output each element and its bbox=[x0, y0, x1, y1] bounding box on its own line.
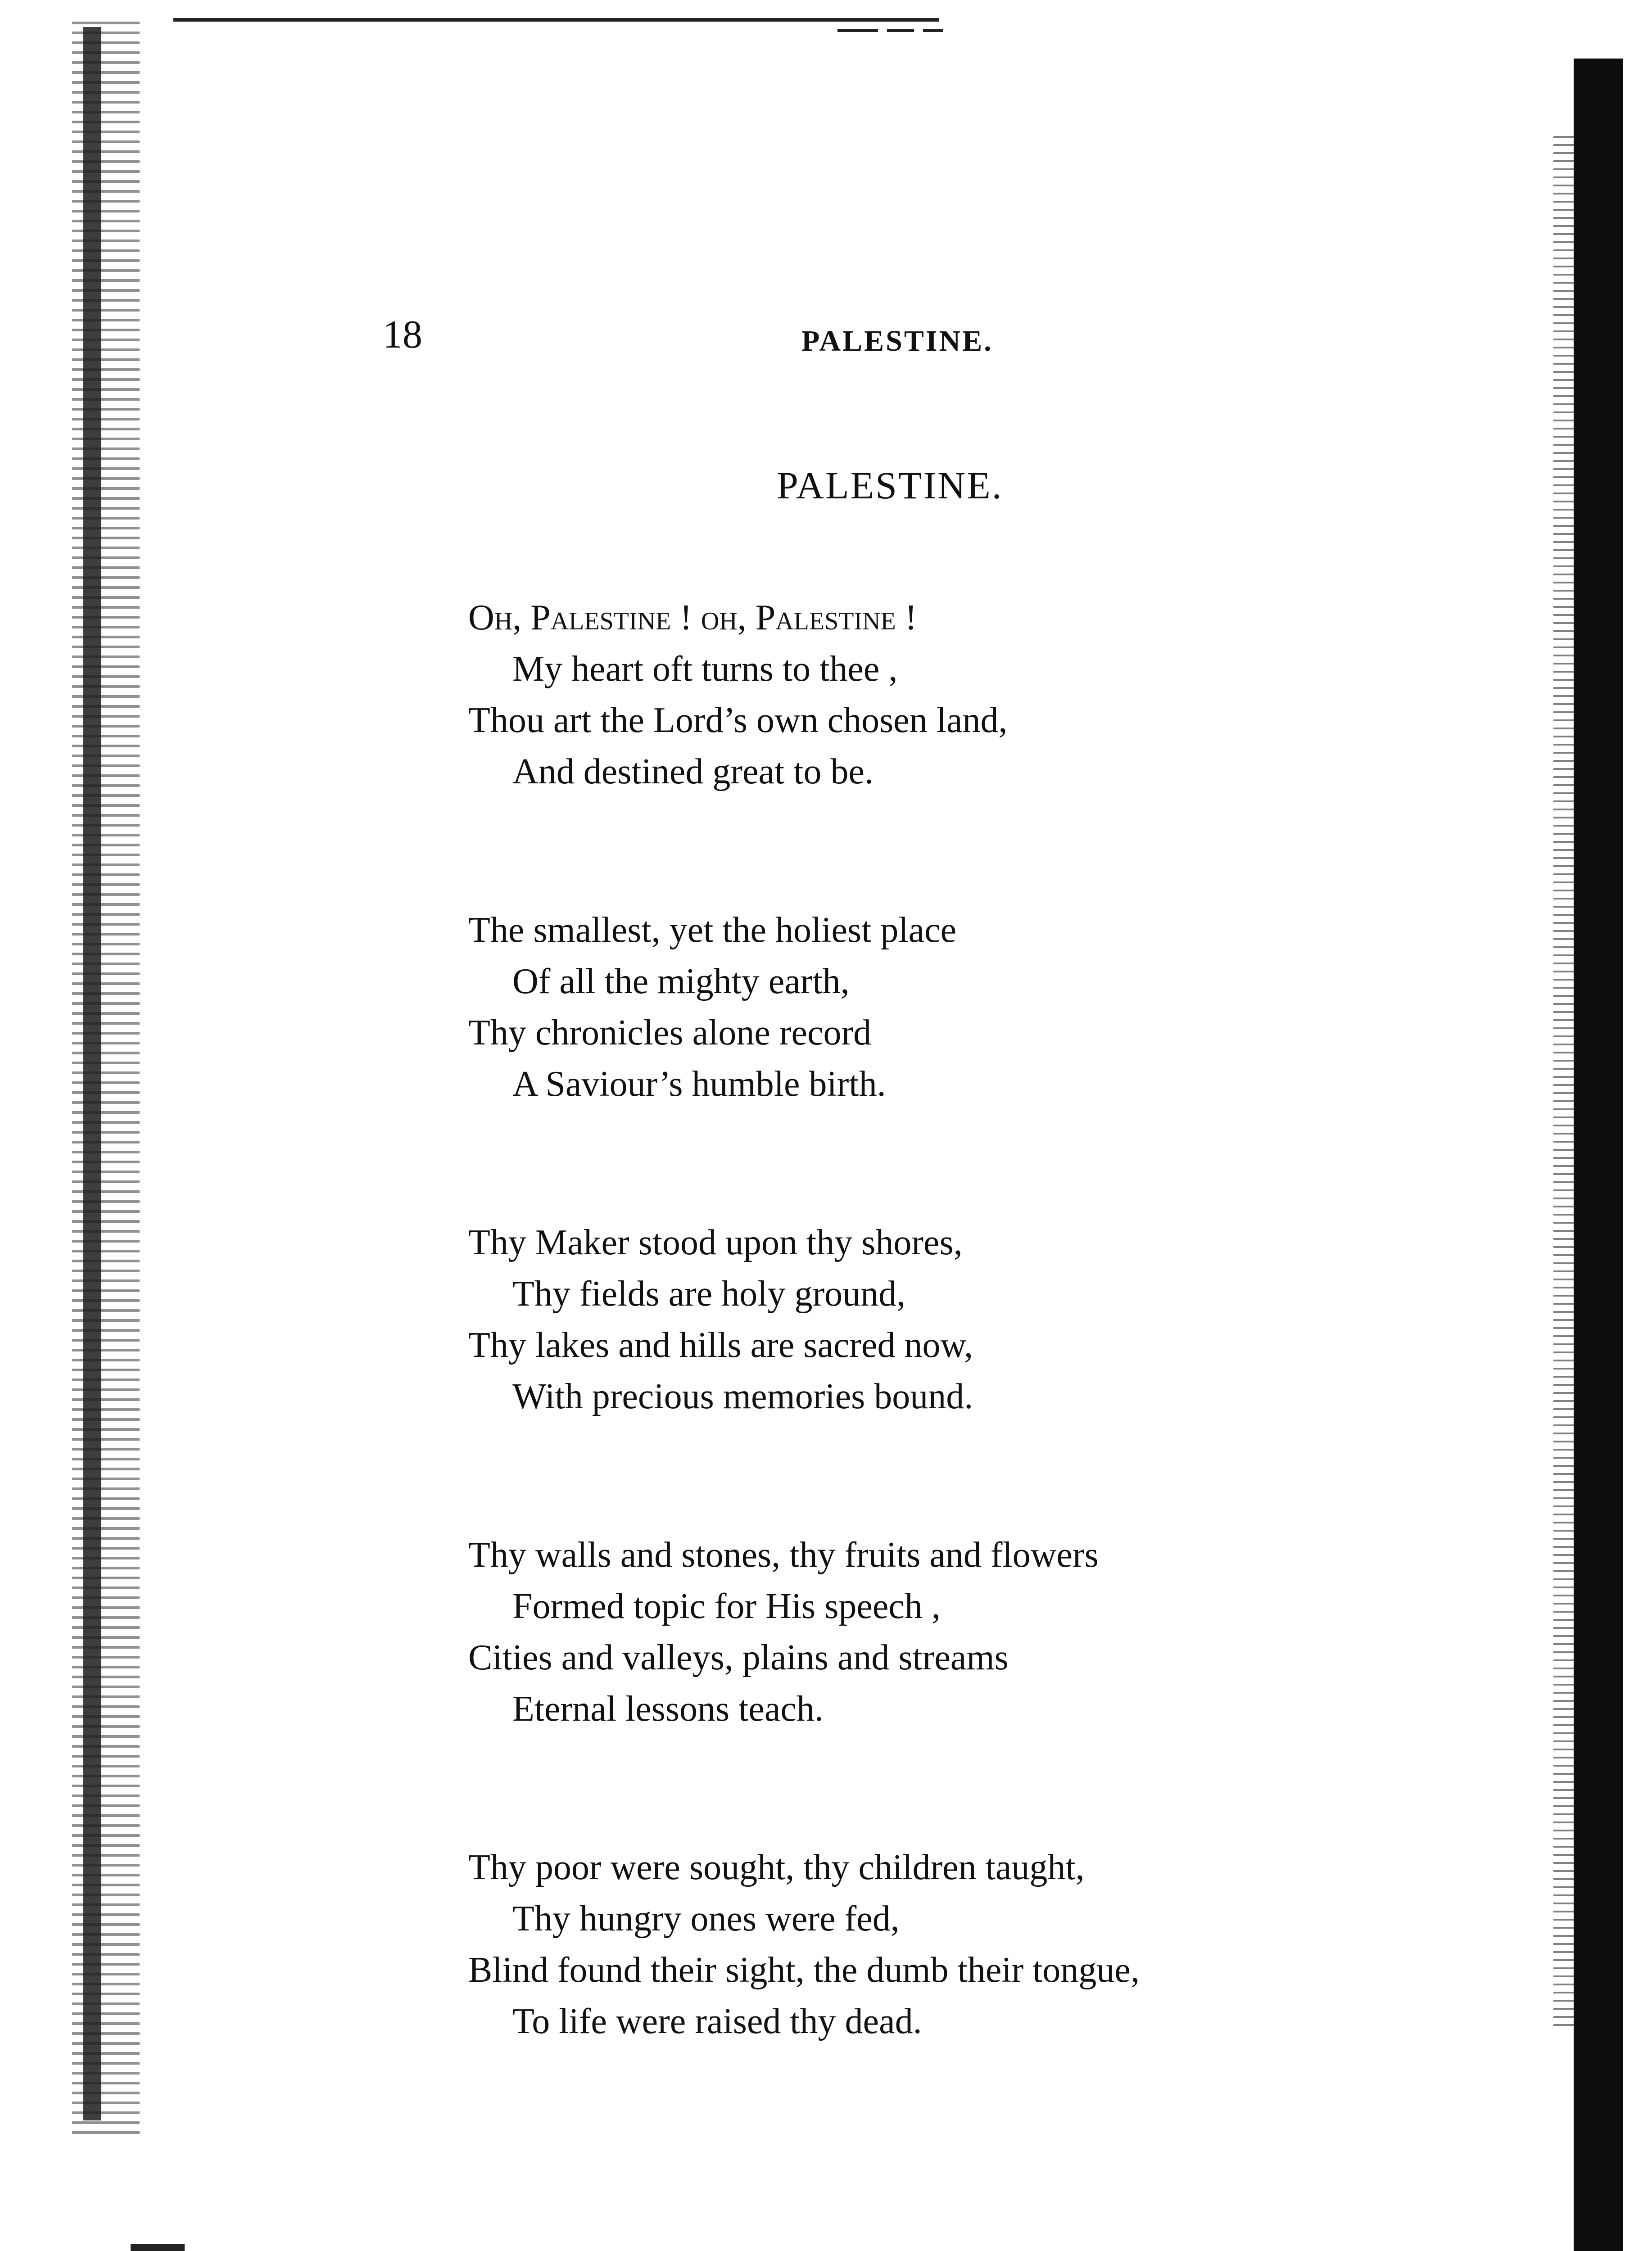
stanza bbox=[468, 1842, 1459, 2047]
stanza bbox=[468, 904, 1459, 1110]
poem-line: Thy Maker stood upon thy shores, bbox=[468, 1223, 963, 1262]
poem-line: The smallest, yet the holiest place bbox=[468, 910, 957, 950]
poem-line: Thy hungry ones were fed, bbox=[512, 1899, 900, 1939]
poem-line: Thy fields are holy ground, bbox=[512, 1274, 906, 1314]
poem-line: Of all the mighty earth, bbox=[512, 962, 850, 1001]
top-rule bbox=[173, 18, 939, 22]
poem-line: With precious memories bound. bbox=[512, 1377, 973, 1416]
poem-line: Blind found their sight, the dumb their tongue, bbox=[468, 1950, 1140, 1990]
poem-line: Thy lakes and hills are sacred now, bbox=[468, 1325, 973, 1365]
poem-line: And destined great to be. bbox=[512, 752, 874, 791]
poem-line: Thy chronicles alone record bbox=[468, 1013, 872, 1053]
scan-corner-mark bbox=[131, 2244, 185, 2251]
scan-right-edge bbox=[1574, 59, 1623, 2251]
poem-line: Eternal lessons teach. bbox=[512, 1689, 824, 1729]
poem-line bbox=[468, 592, 1459, 643]
poem-line: A Saviour’s humble birth. bbox=[512, 1064, 886, 1104]
poem-line: Thy walls and stones, thy fruits and flowers bbox=[468, 1535, 1099, 1575]
page-number: 18 bbox=[383, 313, 422, 357]
top-rule-dash bbox=[923, 29, 943, 32]
scan-binding-edge bbox=[72, 18, 140, 2134]
stanza bbox=[468, 1217, 1459, 1422]
poem-line: Thou art the Lord’s own chosen land, bbox=[468, 701, 1008, 740]
scan-binding-shadow bbox=[83, 27, 101, 2120]
poem-body bbox=[468, 592, 1459, 2154]
top-rule-dash bbox=[837, 29, 878, 32]
poem-line: Formed topic for His speech , bbox=[512, 1587, 941, 1626]
running-head: PALESTINE. bbox=[801, 325, 993, 357]
poem-line-text: Oh, Palestine ! oh, Palestine ! bbox=[468, 598, 917, 637]
poem-line: To life were raised thy dead. bbox=[512, 2002, 922, 2041]
poem-line: Cities and valleys, plains and streams bbox=[468, 1638, 1009, 1677]
poem-line: My heart oft turns to thee , bbox=[512, 649, 898, 689]
stanza bbox=[468, 1529, 1459, 1735]
poem-line: Thy poor were sought, thy children taught, bbox=[468, 1848, 1085, 1887]
poem-title: PALESTINE. bbox=[777, 464, 1003, 507]
top-rule-dash bbox=[887, 29, 914, 32]
stanza bbox=[468, 592, 1459, 797]
